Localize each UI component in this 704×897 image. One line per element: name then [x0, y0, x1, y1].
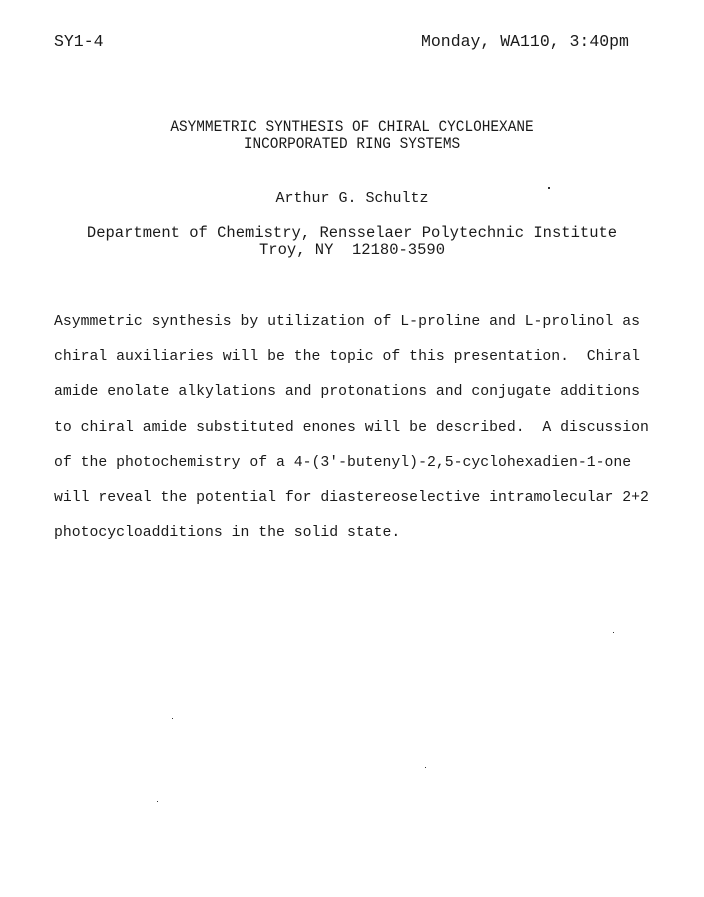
session-time: Monday, WA110, 3:40pm	[421, 32, 629, 51]
abstract-line: to chiral amide substituted enones will be described. A discussion	[54, 420, 649, 436]
title-line-2: INCORPORATED RING SYSTEMS	[243, 135, 461, 153]
author: Arthur G. Schultz	[275, 190, 429, 207]
scan-speck	[157, 801, 158, 802]
abstract-line: chiral auxiliaries will be the topic of this presentation. Chiral	[54, 349, 641, 365]
abstract-line: will reveal the potential for diastereoselective intramolecular 2+2	[54, 490, 649, 506]
abstract-line: Asymmetric synthesis by utilization of L-proline and L-prolinol as	[54, 314, 641, 330]
scan-speck	[613, 632, 614, 633]
scan-speck	[425, 767, 426, 768]
session-code: SY1-4	[54, 32, 104, 51]
affiliation-line-1: Department of Chemistry, Rensselaer Polytechnic Institute	[86, 224, 618, 242]
abstract-line: photocycloadditions in the solid state.	[54, 525, 401, 541]
affiliation-line-2: Troy, NY 12180-3590	[258, 241, 446, 259]
abstract-line: of the photochemistry of a 4-(3'-butenyl)-2,5-cyclohexadien-1-one	[54, 455, 632, 471]
abstract-line: amide enolate alkylations and protonations and conjugate additions	[54, 384, 641, 400]
scan-speck	[548, 187, 550, 189]
title-line-1: ASYMMETRIC SYNTHESIS OF CHIRAL CYCLOHEXANE	[170, 118, 534, 136]
scan-speck	[172, 718, 173, 719]
